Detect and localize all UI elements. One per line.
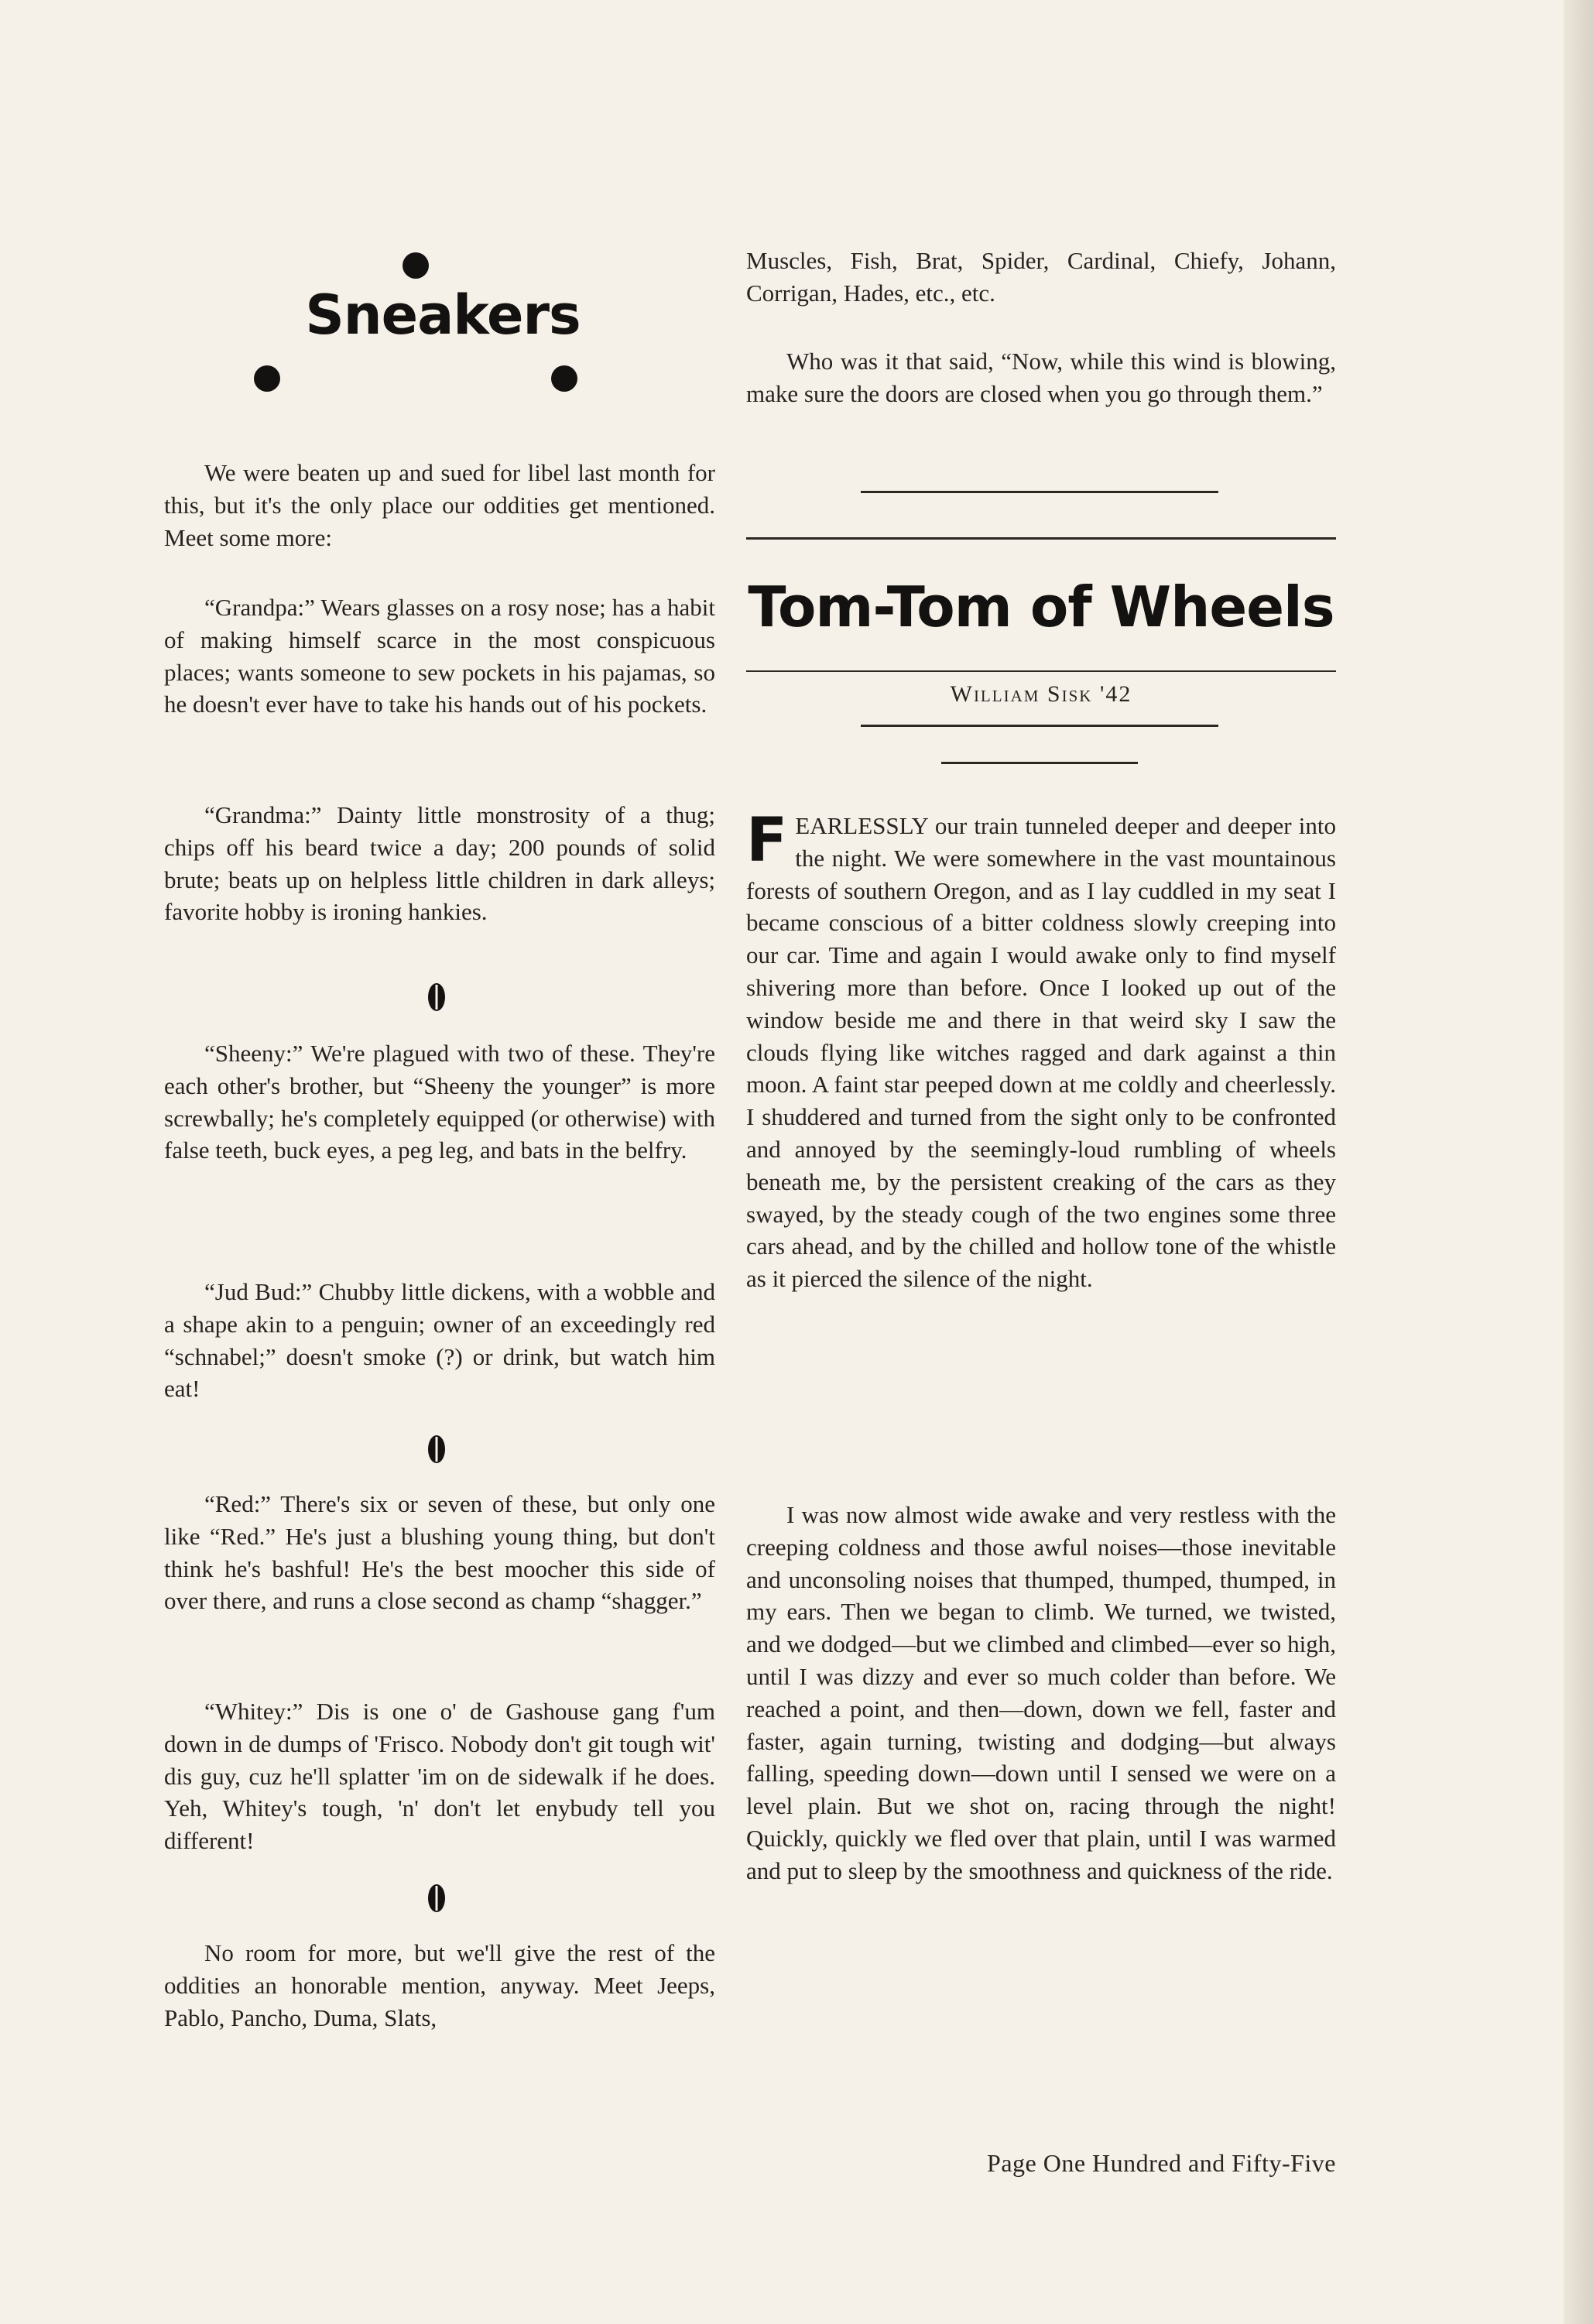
sneakers-quote: Who was it that said, “Now, while this wind is blowing, make sure the doors are closed when you go through them.”: [746, 348, 1336, 407]
drop-cap: F: [746, 806, 788, 876]
title-dot-right: [551, 365, 577, 392]
author-byline: William Sisk '42: [950, 681, 1132, 707]
page-edge-shadow: [1564, 0, 1593, 2324]
tomtom-title: Tom-Tom of Wheels: [748, 574, 1334, 639]
title-rule-bottom: [746, 670, 1336, 672]
sneakers-closing-continued: Muscles, Fish, Brat, Spider, Cardinal, Chiefy, Johann, Corrigan, Hades, etc., etc.: [746, 247, 1336, 307]
sneakers-entry-sheeny: “Sheeny:” We're plagued with two of these. They're each other's brother, but “Sheeny the younger” is more screwbally; he's completely equipped (or otherwise) with false teeth, buck eyes, a peg leg, and bats in the belfry.: [164, 1040, 715, 1164]
sneakers-entry-whitey: “Whitey:” Dis is one o' de Gashouse gang f'um down in de dumps of 'Frisco. Nobody don't git tough wit' dis guy, cuz he'll splatter 'im on de sidewalk if he does. Yeh, Whitey's tough, 'n' don't let enybudy tell you different!: [164, 1698, 715, 1855]
sneakers-entry-jud-bud: “Jud Bud:” Chubby little dickens, with a wobble and a shape akin to a penguin; owner of an exceedingly red “schnabel;” doesn't smoke (?) or drink, but watch him eat!: [164, 1278, 715, 1403]
ornament-divider-icon: [425, 982, 448, 1013]
tomtom-paragraph-1: [746, 806, 1336, 1295]
ornament-divider-icon: [425, 1883, 448, 1914]
tomtom-paragraph-2: I was now almost wide awake and very restless with the creeping coldness and those awful noises—those inevitable and unconsoling noises that thumped, thumped, thumped, in my ears. Then we began to climb. We turned, we twisted, and we dodged—but we climbed and climbed—ever so high, until I was dizzy and ever so much colder than before. We reached a point, and then—down, down we fell, faster and faster, again turning, twisting and dodging—but always falling, speeding down—down until I sensed we were on a level plain. But we shot on, racing through the night! Quickly, quickly we fled over that plain, until I was warmed and put to sleep by the smoothness and quickness of the ride.: [746, 1501, 1336, 1884]
sneakers-closing: No room for more, but we'll give the rest of the oddities an honorable mention, anyway. Meet Jeeps, Pablo, Pancho, Duma, Slats,: [164, 1939, 715, 2031]
title-dot-left: [254, 365, 280, 392]
byline-rule-short: [941, 762, 1138, 764]
section-rule-short: [861, 491, 1218, 493]
section-rule-long: [746, 537, 1336, 540]
sneakers-entry-grandma: “Grandma:” Dainty little monstrosity of a thug; chips off his beard twice a day; 200 pounds of solid brute; beats up on helpless little children in dark alleys; favorite hobby is ironing hankies.: [164, 801, 715, 926]
page-number: Page One Hundred and Fifty-Five: [987, 2149, 1336, 2177]
sneakers-title: Sneakers: [305, 283, 581, 347]
sneakers-entry-red: “Red:” There's six or seven of these, but only one like “Red.” He's just a blushing young thing, but don't think he's bashful! He's the best moocher this side of over there, and runs a close second as champ “shagger.”: [164, 1490, 715, 1615]
byline-rule: [861, 725, 1218, 727]
sneakers-entry-grandpa: “Grandpa:” Wears glasses on a rosy nose; has a habit of making himself scarce in the most conspicuous places; wants someone to sew pockets in his pajamas, so he doesn't ever have to take his hands out of his pockets.: [164, 594, 715, 718]
tomtom-paragraph-1-text: EARLESSLY our train tunneled deeper and deeper into the night. We were somewhere in the vast mountainous forests of southern Oregon, and as I lay cuddled in my seat I became conscious of a bitter coldness slowly creeping into our car. Time and again I would awake only to find myself shivering more than before. Once I looked up out of the window beside me and there in that weird sky I saw the clouds flying like witches ragged and dark against a thin moon. A faint star peeped down at me coldly and cheerlessly. I shuddered and turned from the sight only to be confronted and annoyed by the seemingly-loud rumbling of wheels beneath me, by the persistent creaking of the cars as they swayed, by the steady cough of the two engines some three cars ahead, and by the chilled and hollow tone of the whistle as it pierced the silence of the night.: [746, 812, 1336, 1293]
sneakers-intro: We were beaten up and sued for libel last month for this, but it's the only place our oddities get mentioned. Meet some more:: [164, 459, 715, 551]
ornament-divider-icon: [425, 1434, 448, 1465]
title-dot-top: [403, 252, 429, 279]
